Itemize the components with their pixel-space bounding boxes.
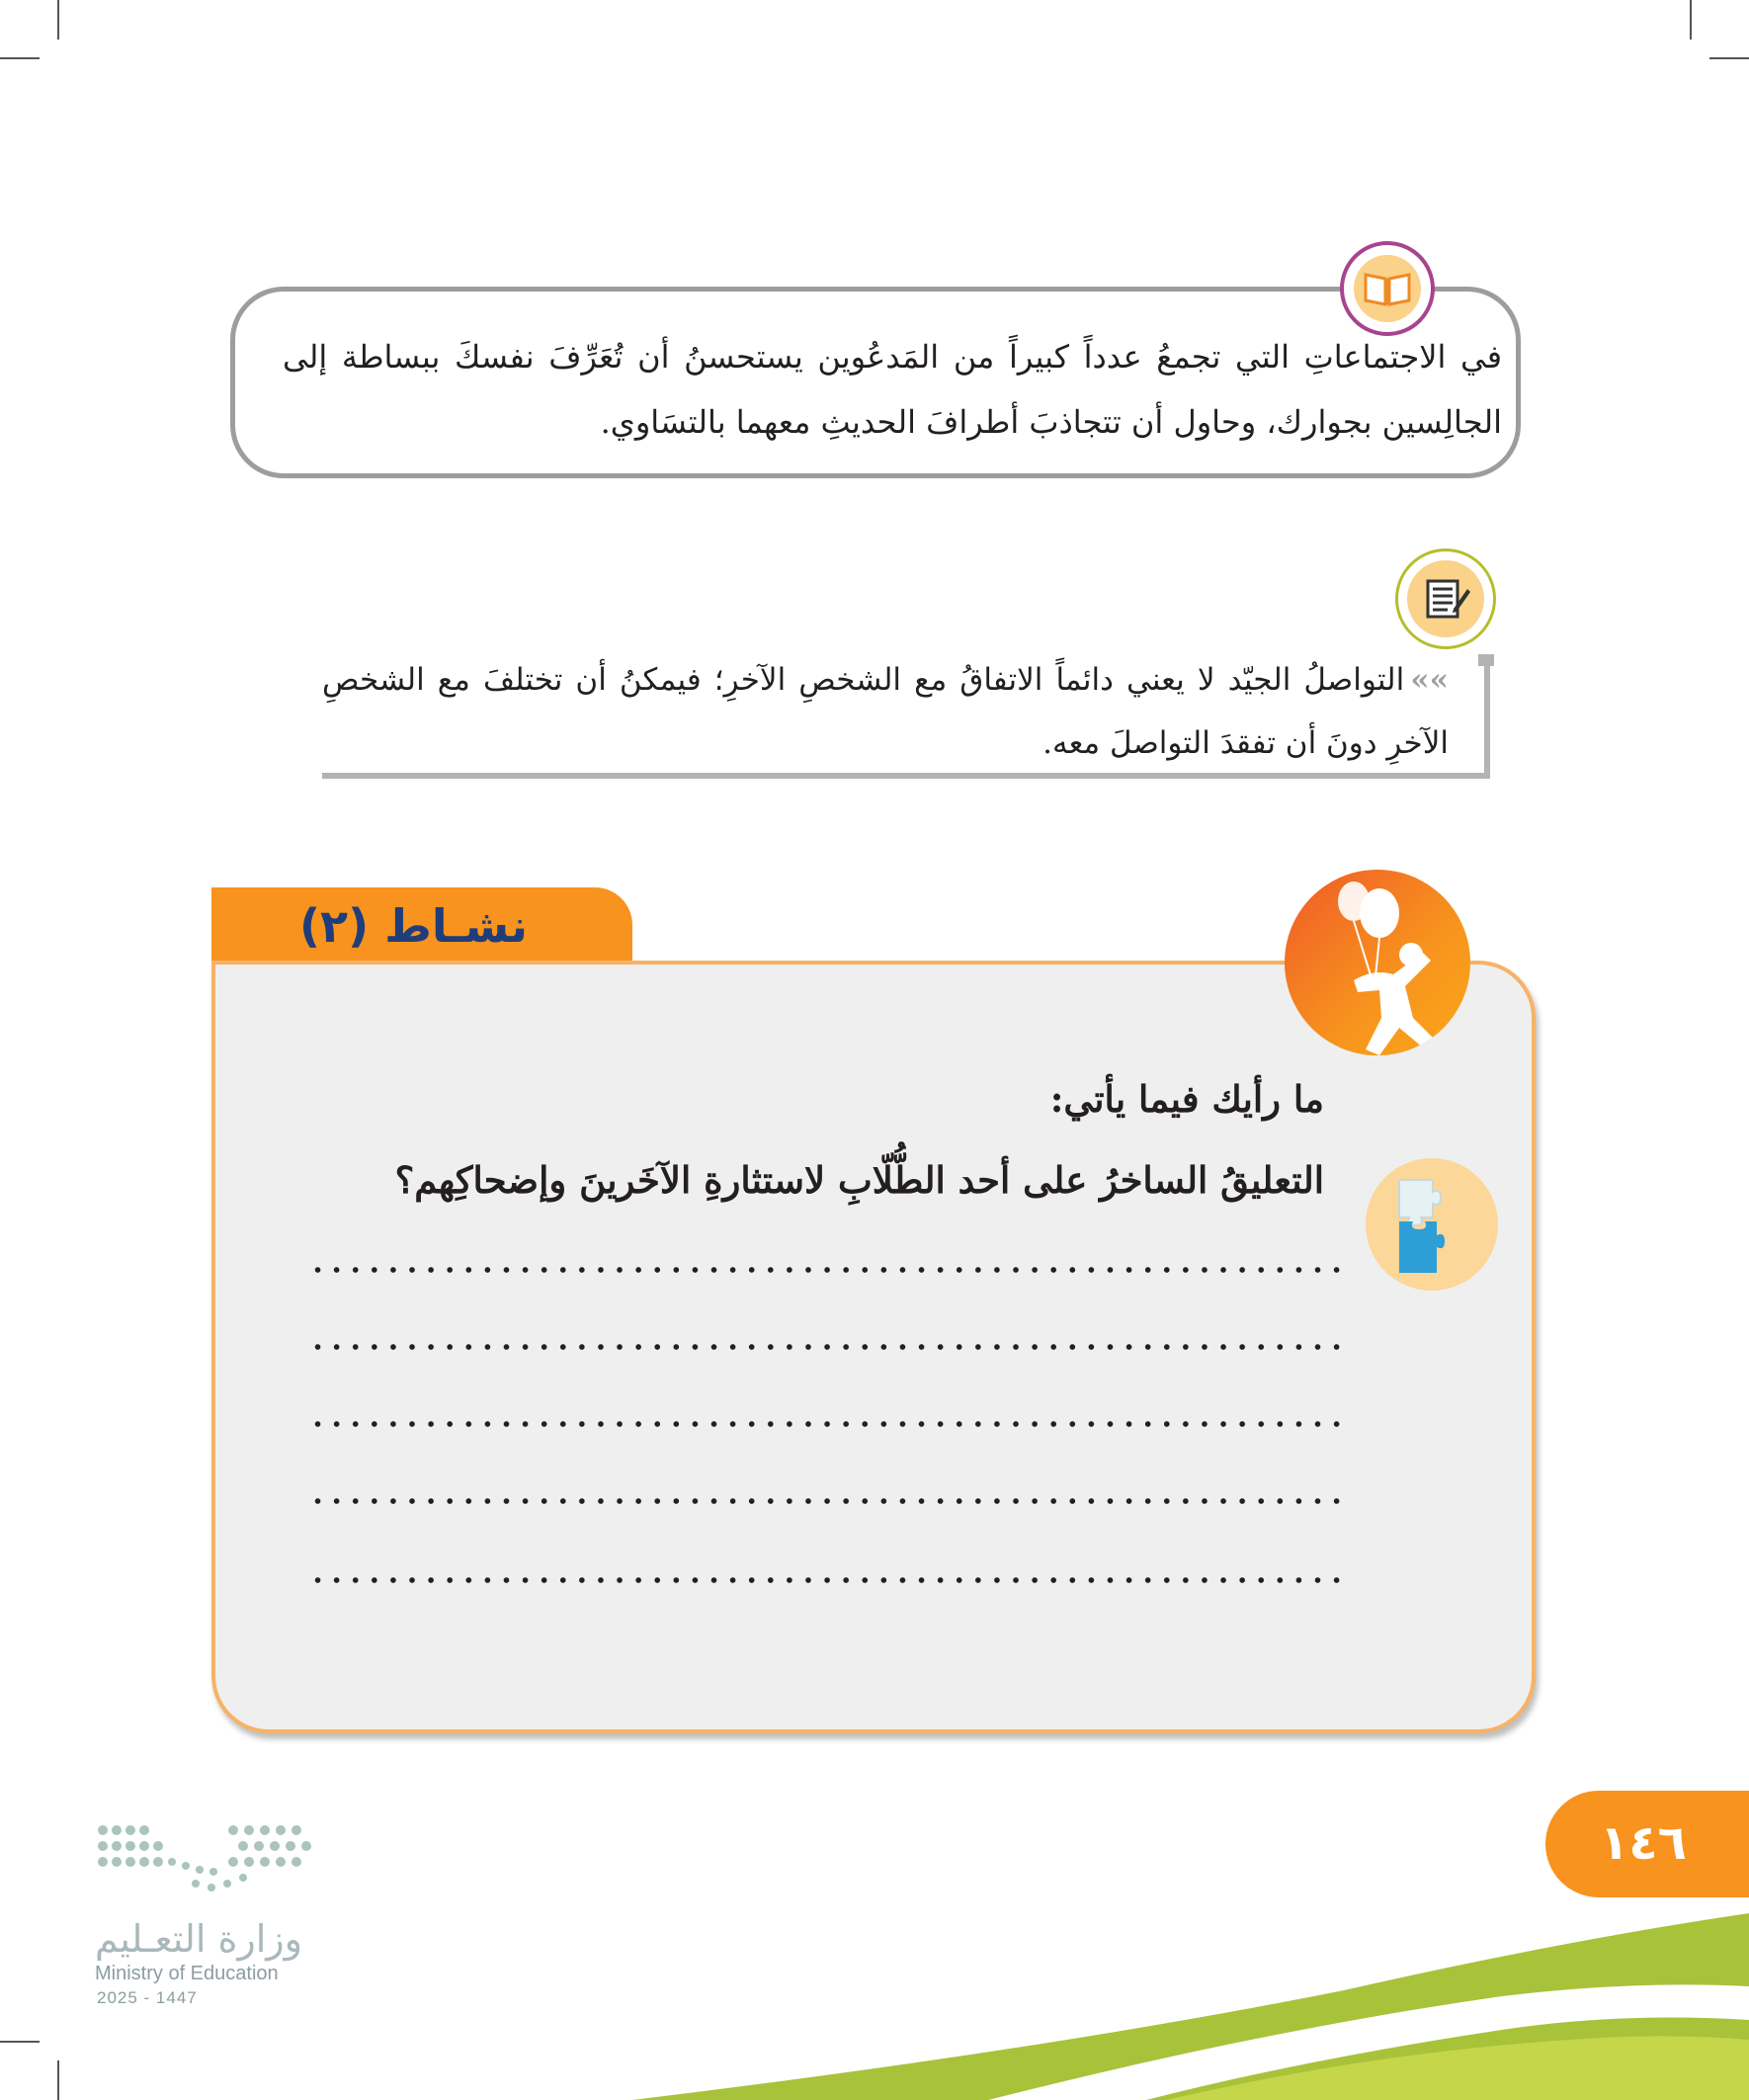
ministry-year: 2025 - 1447 (97, 1988, 198, 2007)
activity-question: التعليقُ الساخرُ على أحد الطُّلّابِ لاستثارةِ الآخَرينَ وإضحاكِهم؟ (394, 1158, 1324, 1202)
crop-mark (0, 2041, 40, 2043)
answer-line[interactable] (308, 1419, 1346, 1429)
crop-mark (1709, 57, 1749, 59)
puzzle-icon (1366, 1158, 1498, 1291)
page-number-badge (1545, 1791, 1749, 1897)
note-body: التواصلُ الجيّد لا يعني دائماً الاتفاقُ مع الشخصِ الآخرِ؛ فيمكنُ أن تختلفَ مع الشخصِ الآخرِ دونَ أن تفقدَ التواصلَ معه. (322, 662, 1449, 761)
crop-mark (0, 57, 40, 59)
notepad-icon (1395, 548, 1496, 649)
tip-text: في الاجتماعاتِ التي تجمعُ عدداً كبيراً من المَدعُوين يستحسنُ أن تُعَرِّفَ نفسكَ ببساطة إلى الجالِسين بجوارك، وحاول أن تتجاذبَ أطرافَ الحديثِ معهما بالتسَاوي. (283, 338, 1502, 441)
ministry-logo-icon (95, 1820, 314, 1903)
answer-line[interactable] (308, 1575, 1346, 1585)
page-number: ١٤٦ (1600, 1815, 1687, 1871)
green-swoosh-decoration (632, 1901, 1749, 2100)
crop-mark (1690, 0, 1692, 40)
note-text (322, 648, 1449, 775)
activity-title: نشـاط (٢) (299, 899, 528, 953)
ministry-name-ar: وزارة التعـليم (95, 1917, 303, 1961)
crop-mark (57, 2060, 59, 2100)
open-book-icon (1340, 241, 1435, 336)
activity-prompt: ما رأيك فيما يأتي: (1049, 1077, 1324, 1121)
ministry-name-en: Ministry of Education (95, 1963, 279, 1984)
answer-line[interactable] (308, 1265, 1346, 1275)
answer-line[interactable] (308, 1342, 1346, 1352)
note-tab (1478, 654, 1494, 666)
quote-mark: »» (1410, 662, 1449, 698)
answer-line[interactable] (308, 1496, 1346, 1506)
child-balloon-icon (1285, 870, 1470, 1055)
crop-mark (57, 0, 59, 40)
